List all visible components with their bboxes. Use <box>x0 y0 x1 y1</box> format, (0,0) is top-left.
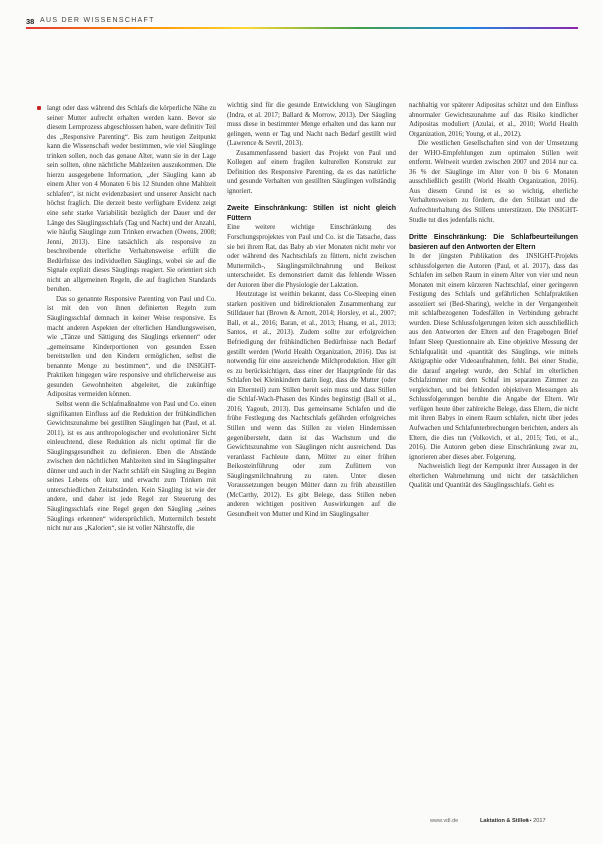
paragraph: Die westlichen Gesellschaften sind von der Umsetzung der WHO-Empfehlungen zum optimalen Stillen weit entfernt. Weltweit wurden zwischen 2007 und 2014 nur ca. 36 % der Säuglinge im Alter von 0 bis 6 Monaten ausschließlich gestillt (World Health Organization, 2016). Aus diesem Grund ist es so wichtig, elterliche Verhaltensweisen zu fördern, die den Stillstart und die Aufrechterhaltung des Stillens unterstützen. Die INSIGHT-Studie tut dies jedenfalls nicht. <box>409 140 578 224</box>
page-number: 38 <box>26 17 35 26</box>
column-1 <box>47 104 216 534</box>
page-footer <box>430 818 590 830</box>
paragraph: Das so genannte Responsive Parenting von Paul und Co. ist mit den von ihnen definierten Regeln zum Säuglingsschlaf demnach in keiner Weise responsive. Es macht anderen Aspekten der elterlichen Handlungsweisen, wie „Tänze und Sättigung des Säuglings erkennen“ oder „gemeinsame Kinderportionen von gesunden Essen bereitstellen und den Kindern ermöglichen, selbst die benannte Menge zu bestimmen“, und die INSIGHT-Praktiken hingegen wäre responsive und ehrlicherweise aus gesunden Gewohnheiten abgeleitet, die zukünftige Adipositas vermeiden können. <box>47 295 216 399</box>
paragraph: Selbst wenn die Schlafmaßnahme von Paul und Co. einen signifikanten Einfluss auf die Reduktion der frühkindlichen Gewichtszunahme bei gestillten Säuglingen hat (Paul, et al. 2011), ist es aus anthropologischer und evolutionärer Sicht einleuchtend, diese Reduktion als nicht optimal für die Säuglingsgesundheit zu definieren. Eben die Abstände zwischen den nächtlichen Mahlzeiten sind im Säuglingsalter dünner und auch in der Nacht schläft ein Säugling zu Beginn seines Lebens oft kurz und erwacht zum Trinken mit unterschiedlichen Zeitabständen. Kein Säugling ist wie der andere, und daher ist jede Regel zur Steuerung des Säuglingsschlafs eine Regel gegen den Säugling „seines Säuglings erkennen“ widersprüchlich. Muttermilch besteht nicht nur aus „Kalorien“, sie ist voller Nährstoffe, die <box>47 400 216 533</box>
paragraph: langt oder dass während des Schlafs die körperliche Nähe zu seiner Mutter aufrecht erhalten werden kann. Bevor sie diesem Lernprozess abgeschlossen haben, ware definitiv Teil des „Responsive Parenting“. Bis zum heutigen Zeitpunkt kann die Wissenschaft weder bestimmen, wie viel Säuglinge trinken sollen, noch das genaue Alter, wann sie in der Lage sein sollten, ohne nächtliche Mahlzeiten auszukommen. Die hierzu ausgegebene Information, „der Säugling kann ab einem Alter von 4 Monaten 6 bis 12 Stunden ohne Mahlzeit schlafen“, ist nicht evidenzbasiert und unserer Ansicht nach höchst fraglich. Die derzeit beste verfügbare Evidenz zeigt eine sehr starke Variabilität bezüglich der Dauer und der Länge des Säuglingsschlafs (Tag und Nacht) und der Anzahl, wie häufig Säuglinge zum Trinken erwachen (Owens, 2008; Jenni, 2013). Eine tatsächlich als responsive zu beschreibende elterliche Verhaltensweise erfüllt die Bedürfnisse des individuellen Säuglings, wobei sie auf die Signale explizit dieses Säuglings reagiert. Sie orientiert sich nicht an allgemeinen Regeln, die auf fraglichen Standards beruhen. <box>47 105 216 294</box>
footer-issue: 4 • 2017 <box>525 818 546 824</box>
rainbow-rule <box>26 27 578 29</box>
column-3 <box>409 101 578 491</box>
paragraph: In der jüngsten Publikation des INSIGHT-Projekts schlussfolgerten die Autoren (Paul, et al. 2017), dass das Schlafen im selben Raum in einem Alter von vier und neun Monaten mit einem kürzeren Nachtschlaf, einer geringeren Festigung des Schlafs und gefährlichen Schlafpraktiken assoziiert sei (Bed-Sharing), welche in der Vergangenheit mit schlafbezogenen Todesfällen in Verbindung gebracht wurden. Diese Schlussfolgerungen leiten sich ausschließlich aus den Antworten der Eltern auf den Fragebogen Brief Infant Sleep Questionnaire ab. Eine objektive Messung der Schlafqualität und -quantität des Säuglings, wie mittels Aktigraphie oder Videoaufnahmen, fehlt. Bei einer Studie, die darauf angelegt wurde, den Schlaf im elterlichen Schlafzimmer mit dem Schlaf im separaten Zimmer zu vergleichen, und bei fehlenden objektiven Messungen als Schlussfolgerungen beruhte die Angabe der Eltern. Wir verfügen heute über zahlreiche Belege, dass Eltern, die nicht mit ihren Babys in einem Raum schlafen, nicht über jedes Aufwachen und Schlafunterbrechungen berichten, anders als Eltern, die dies tun (Volkovich, et al., 2015; Teti, et al., 2016). Die Autoren geben diese Einschränkung zwar zu, ignorieren aber dieses aber. Folgerung. <box>409 253 578 461</box>
paragraph: nachhaltig vor späterer Adipositas schützt und den Einfluss abnormaler Gewichtszunahme auf das Risiko kindlicher Adipositas moduliert (Azulai, et al., 2010; World Health Organization, 2016; Young, et al., 2012). <box>409 102 578 138</box>
subheading: Dritte Einschränkung: Die Schlafbeurteilungen basieren auf den Antworten der Eltern <box>409 234 578 251</box>
paragraph: wichtig sind für die gesunde Entwicklung von Säuglingen (Indra, et al. 2017; Ballard & Morrow, 2013). Der Säugling muss diese in bestimmter Menge erhalten und das kann nur gelingen, wenn er Tag und Nacht nach Bedarf gestillt wird (Lawrence & Sevril, 2013). <box>227 102 396 148</box>
section-label: AUS DER WISSENSCHAFT <box>40 17 155 24</box>
paragraph: Zusammenfassend basiert das Projekt von Paul und Kollegen auf einem fragilen kulturellen Konstrukt zur Definition des Responsive Parenting, da es das natürliche und gesunde Verhalten von gestillten Säuglingen vollständig ignoriert. <box>227 149 396 195</box>
column-start-marker <box>37 106 41 110</box>
subheading: Zweite Einschränkung: Stillen ist nicht gleich Füttern <box>227 205 396 222</box>
paragraph: Heutzutage ist weithin bekannt, dass Co-Sleeping einen starken positiven und bidirektionalen Zusammenhang zur Stilldauer hat (Brown & Arnott, 2014; Horsley, et al., 2007; Ball, et al., 2016; Baran, et al., 2013; Huang, et al., 2013; Santos, et al., 2013). Zudem sollte zur erfolgreichen Befriedigung der frühkindlichen Bedürfnisse nach Bedarf gestillt werden (World Health Organization, 2016). Das ist notwendig für eine ausreichende Milchproduktion. Hier gilt es zu berücksichtigen, dass einer der Hauptgründe für das Schlafen bei Kleinkindern darin liegt, dass die Mutter (oder ein Elternteil) zum Stillen bereit sein muss und dass Stillen die Schlaf-Wach-Phasen des Kindes begünstigt (Ball et al., 2016; Yagoub, 2013). Das gemeinsame Schlafen und die frühe Festlegung des Nachtschlafs gefährden erfolgreiches Stillen und wenn das Stillen zu vielen Hindernissen gegenübersteht, dann ist das Wachstum und die Gewichtszunahme von Säuglingen nicht ausreichend. Das veranlasst Fachleute dann, Mütter zu einer frühen Beikosteinführung oder zum Zufüttern von Säuglingsmilchnahrung zu raten. Unter diesen Voraussetzungen beugen Mütter dann zu früh abzustillen (McCarthy, 2012). Es gibt Belege, dass Stillen neben anderen wichtigen positiven Auswirkungen auf die Gesundheit von Mutter und Kind im Säuglingsalter <box>227 291 396 518</box>
column-2 <box>227 101 396 519</box>
paragraph: Nachweislich liegt der Kernpunkt ihrer Aussagen in der elterlichen Wahrnehmung und nicht der tatsächlichen Qualität und Quantität des Säuglingsschlafs. Geht es <box>409 463 578 490</box>
footer-magazine-title: Laktation & Stillen <box>480 818 529 824</box>
paragraph: Eine weitere wichtige Einschränkung des Forschungsprojektes von Paul und Co. ist die Tatsache, dass sie bei ihrem Rat, das Baby ab vier Monaten nicht mehr vor oder während des Nachtschlafs zu füttern, nicht zwischen Muttermilch-, Säuglingsmilchnahrung und Beikost unterscheidet. Es demonstriert damit das fehlende Wissen der Autoren über die Physiologie der Laktation. <box>227 224 396 289</box>
footer-url[interactable]: www.vdl.de <box>430 818 459 824</box>
page-header <box>26 17 586 31</box>
